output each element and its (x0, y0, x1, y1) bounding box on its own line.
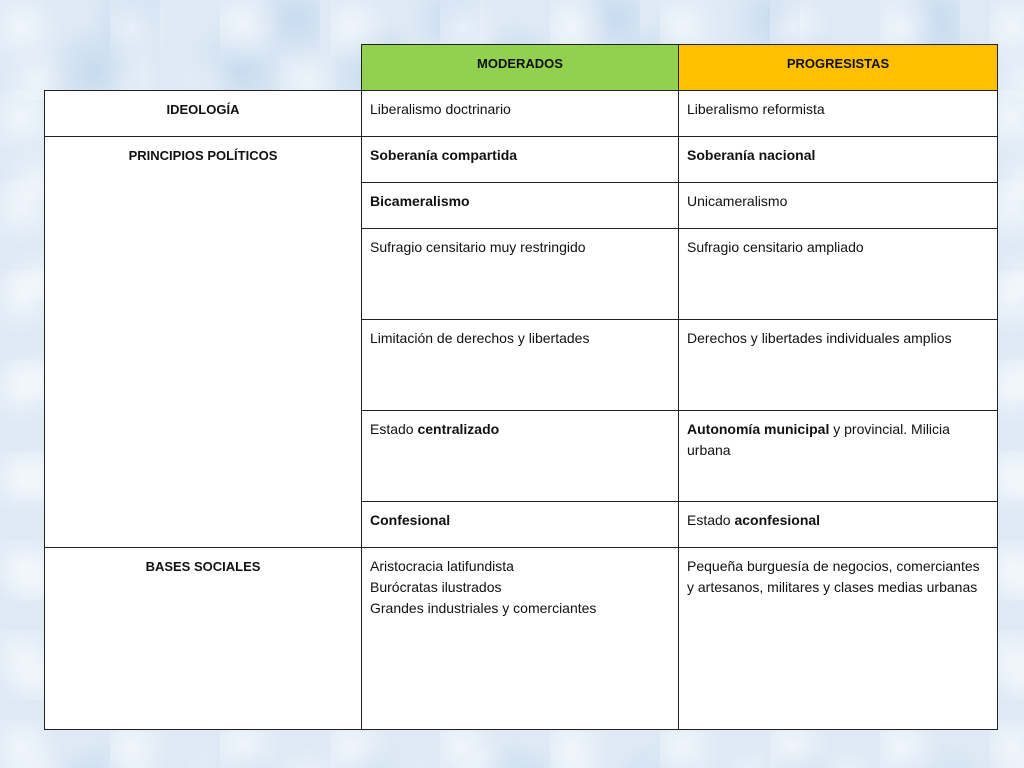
bases-progresistas: Pequeña burguesía de negocios, comerciantes y artesanos, militares y clases medias urbanas (679, 548, 998, 730)
principios-5-progresistas (679, 411, 998, 502)
principios-4-progresistas: Derechos y libertades individuales amplios (679, 320, 998, 411)
principios-6-moderados: Confesional (362, 502, 679, 548)
principios-5-moderados (362, 411, 679, 502)
principios-3-moderados: Sufragio censitario muy restringido (362, 229, 679, 320)
principios-5-moderados-prefix: Estado (370, 421, 418, 437)
principios-1-progresistas: Soberanía nacional (679, 137, 998, 183)
bases-moderados-item: Aristocracia latifundista (370, 558, 514, 574)
principios-2-progresistas: Unicameralismo (679, 183, 998, 229)
ideologia-moderados: Liberalismo doctrinario (362, 91, 679, 137)
header-progresistas: PROGRESISTAS (679, 45, 998, 91)
row-ideologia (45, 91, 998, 137)
header-blank-cell (45, 45, 362, 91)
principios-3-progresistas: Sufragio censitario ampliado (679, 229, 998, 320)
ideologia-progresistas: Liberalismo reformista (679, 91, 998, 137)
principios-5-progresistas-suffix: y provincial. Milicia urbana (687, 421, 950, 458)
header-moderados: MODERADOS (362, 45, 679, 91)
comparison-table (44, 44, 998, 730)
bases-moderados-item: Burócratas ilustrados (370, 579, 502, 595)
principios-6-progresistas (679, 502, 998, 548)
label-principios-politicos: PRINCIPIOS POLÍTICOS (45, 137, 362, 548)
bases-moderados-item: Grandes industriales y comerciantes (370, 600, 597, 616)
row-bases-sociales (45, 548, 998, 730)
principios-1-moderados: Soberanía compartida (362, 137, 679, 183)
principios-5-progresistas-bold: Autonomía municipal (687, 421, 830, 437)
header-row (45, 45, 998, 91)
bases-moderados (362, 548, 679, 730)
principios-6-progresistas-prefix: Estado (687, 512, 735, 528)
row-principios-1 (45, 137, 998, 183)
principios-4-moderados: Limitación de derechos y libertades (362, 320, 679, 411)
principios-5-moderados-bold: centralizado (417, 421, 500, 437)
principios-6-progresistas-bold: aconfesional (734, 512, 821, 528)
label-ideologia: IDEOLOGÍA (45, 91, 362, 137)
principios-2-moderados: Bicameralismo (362, 183, 679, 229)
label-bases-sociales: BASES SOCIALES (45, 548, 362, 730)
